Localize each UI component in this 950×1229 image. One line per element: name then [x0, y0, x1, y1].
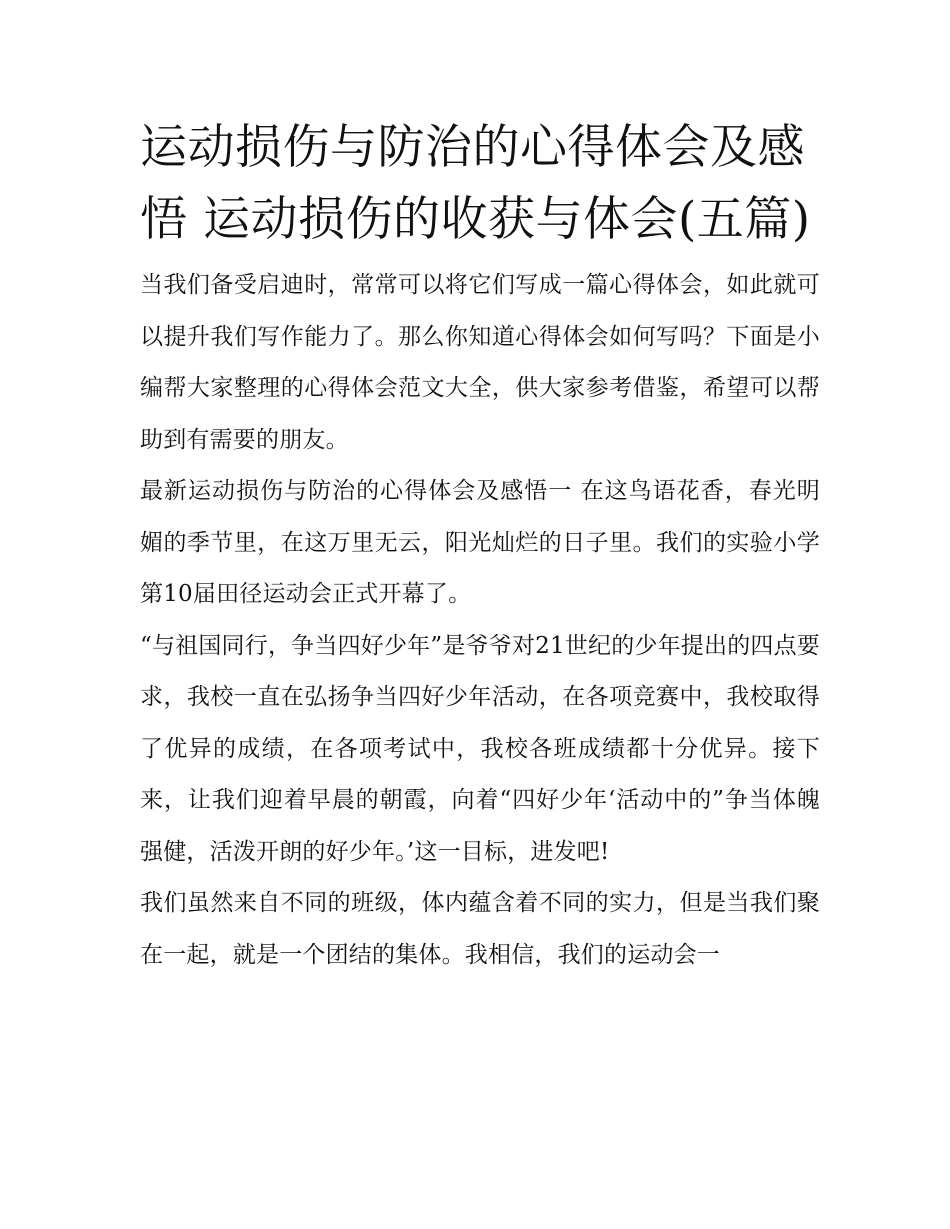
document-title: 运动损伤与防治的心得体会及感悟 运动损伤的收获与体会(五篇) [140, 120, 811, 247]
paragraph-opening: 最新运动损伤与防治的心得体会及感悟一 在这鸟语花香，春光明媚的季节里，在这万里无云，阳光灿烂的日子里。我们的实验小学第10届田径运动会正式开幕了。 [140, 478, 820, 607]
paragraph-four-good-youth: “与祖国同行，争当四好少年”是爷爷对21世纪的少年提出的四点要求，我校一直在弘扬争当四好少年活动，在各项竞赛中，我校取得了优异的成绩，在各项考试中，我校各班成绩都十分优异。接下来，让我们迎着早晨的朝霞，向着“四好少年‘活动中的”争当体魄强健，活泼开朗的好少年。’这一目标，进发吧! [140, 632, 820, 865]
paragraph-intro: 当我们备受启迪时，常常可以将它们写成一篇心得体会，如此就可以提升我们写作能力了。那么你知道心得体会如何写吗？下面是小编帮大家整理的心得体会范文大全，供大家参考借鉴，希望可以帮助到有需要的朋友。 [140, 272, 820, 453]
document-page [140, 112, 820, 981]
paragraph-unity: 我们虽然来自不同的班级，体内蕴含着不同的实力，但是当我们聚在一起，就是一个团结的集体。我相信，我们的运动会一 [140, 890, 820, 968]
